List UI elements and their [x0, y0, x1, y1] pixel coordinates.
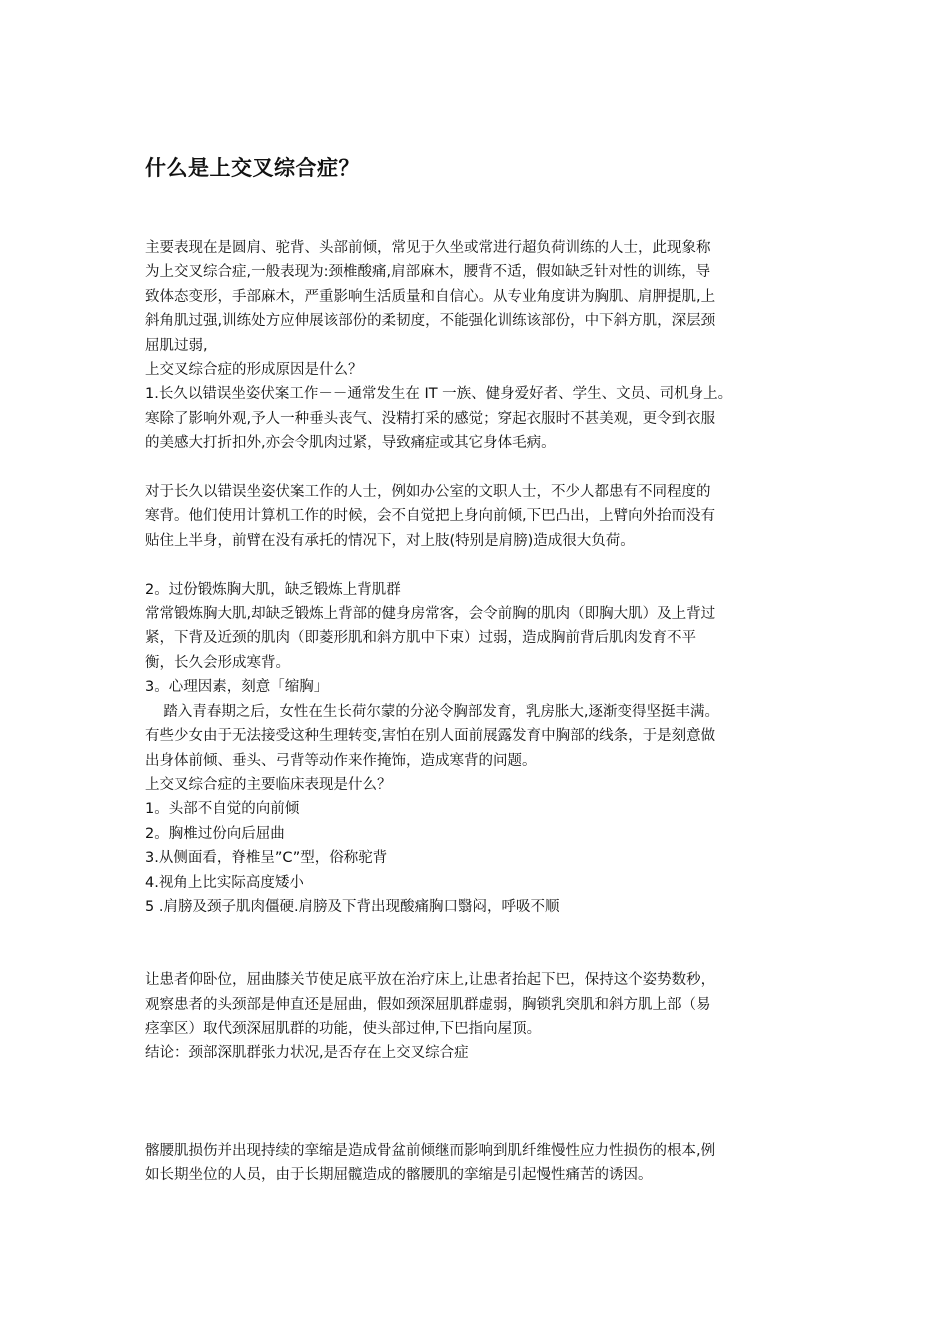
paragraph-line: 寒背。他们使用计算机工作的时候，会不自觉把上身向前倾,下巴凸出，上臂向外抬而没有	[145, 508, 716, 525]
list-item: 1.长久以错误坐姿伏案工作－－通常发生在 IT 一族、健身爱好者、学生、文员、司机身上。	[145, 386, 733, 403]
paragraph-line: 屈肌过弱,	[145, 337, 208, 354]
paragraph-line: 让患者仰卧位，屈曲膝关节使足底平放在治疗床上,让患者抬起下巴，保持这个姿势数秒，	[145, 972, 716, 989]
paragraph-line: 斜角肌过强,训练处方应伸展该部份的柔韧度，不能强化训练该部份，中下斜方肌，深层颈	[145, 313, 716, 330]
paragraph-line: 主要表现在是圆肩、驼背、头部前倾，常见于久坐或常进行超负荷训练的人士，此现象称	[145, 240, 711, 256]
blank-line	[145, 919, 825, 968]
paragraph-line: 紧，下背及近颈的肌肉（即菱形肌和斜方肌中下束）过弱，造成胸前背后肌肉发育不平	[145, 630, 696, 647]
list-item: 3.从侧面看，脊椎呈”C”型，俗称驼背	[145, 850, 388, 867]
paragraph-line: 对于长久以错误坐姿伏案工作的人士，例如办公室的文职人士，不少人都患有不同程度的	[145, 484, 711, 501]
paragraph-line: 寒除了影响外观,予人一种垂头丧气、没精打采的感觉；穿起衣服时不甚美观，更令到衣服	[145, 410, 716, 427]
paragraph-line: 的美感大打折扣外,亦会令肌肉过紧，导致痛症或其它身体毛病。	[145, 435, 556, 452]
blank-line	[145, 456, 825, 480]
paragraph-line: 有些少女由于无法接受这种生理转变,害怕在别人面前展露发育中胸部的线条，于是刻意做	[145, 728, 716, 745]
paragraph-line: 如长期坐位的人员，由于长期屈髋造成的髂腰肌的挛缩是引起慢性痛苦的诱因。	[145, 1167, 653, 1184]
paragraph-line: 出身体前倾、垂头、弓背等动作来作掩饰，造成寒背的问题。	[145, 752, 537, 769]
paragraph-line: 贴住上半身，前臂在没有承托的情况下，对上肢(特别是肩膀)造成很大负荷。	[145, 532, 635, 549]
paragraph-line: 痉挛区）取代颈深屈肌群的功能，使头部过伸,下巴指向屋顶。	[145, 1020, 542, 1037]
paragraph-line: 致体态变形，手部麻木，严重影响生活质量和自信心。从专业角度讲为胸肌、肩胛提肌,上	[145, 288, 716, 305]
section-heading: 上交叉综合症的主要临床表现是什么？	[145, 776, 392, 793]
paragraph-line: 踏入青春期之后，女性在生长荷尔蒙的分泌令胸部发育，乳房胀大,逐渐变得坚挺丰满。	[145, 703, 720, 720]
list-item: 2。过份锻炼胸大肌，缺乏锻炼上背肌群	[145, 581, 401, 598]
paragraph-line: 为上交叉综合症,一般表现为:颈椎酸痛,肩部麻木，腰背不适，假如缺乏针对性的训练，导	[145, 264, 711, 281]
paragraph-line: 衡，长久会形成寒背。	[145, 654, 290, 671]
paragraph-line: 常常锻炼胸大肌,却缺乏锻炼上背部的健身房常客，会令前胸的肌肉（即胸大肌）及上背过	[145, 606, 716, 623]
blank-line	[145, 1066, 825, 1139]
conclusion-line: 结论：颈部深肌群张力状况,是否存在上交叉综合症	[145, 1045, 469, 1062]
page-title: 什么是上交叉综合症？	[145, 156, 360, 180]
list-item: 2。胸椎过份向后屈曲	[145, 825, 285, 842]
list-item: 5 .肩膀及颈子肌肉僵硬.肩膀及下背出现酸痛胸口翳闷，呼吸不顺	[145, 898, 560, 915]
list-item: 1。头部不自觉的向前倾	[145, 801, 300, 818]
paragraph-line: 髂腰肌损伤并出现持续的挛缩是造成骨盆前倾继而影响到肌纤维慢性应力性损伤的根本,例	[145, 1142, 716, 1159]
blank-line	[145, 553, 825, 577]
list-item: 4.视角上比实际高度矮小	[145, 874, 304, 891]
section-heading: 上交叉综合症的形成原因是什么？	[145, 362, 363, 379]
list-item: 3。心理因素，刻意「缩胸」	[145, 679, 329, 696]
paragraph-line: 观察患者的头颈部是伸直还是屈曲，假如颈深屈肌群虚弱，胸锁乳突肌和斜方肌上部（易	[145, 996, 711, 1013]
document-body	[145, 236, 825, 1188]
